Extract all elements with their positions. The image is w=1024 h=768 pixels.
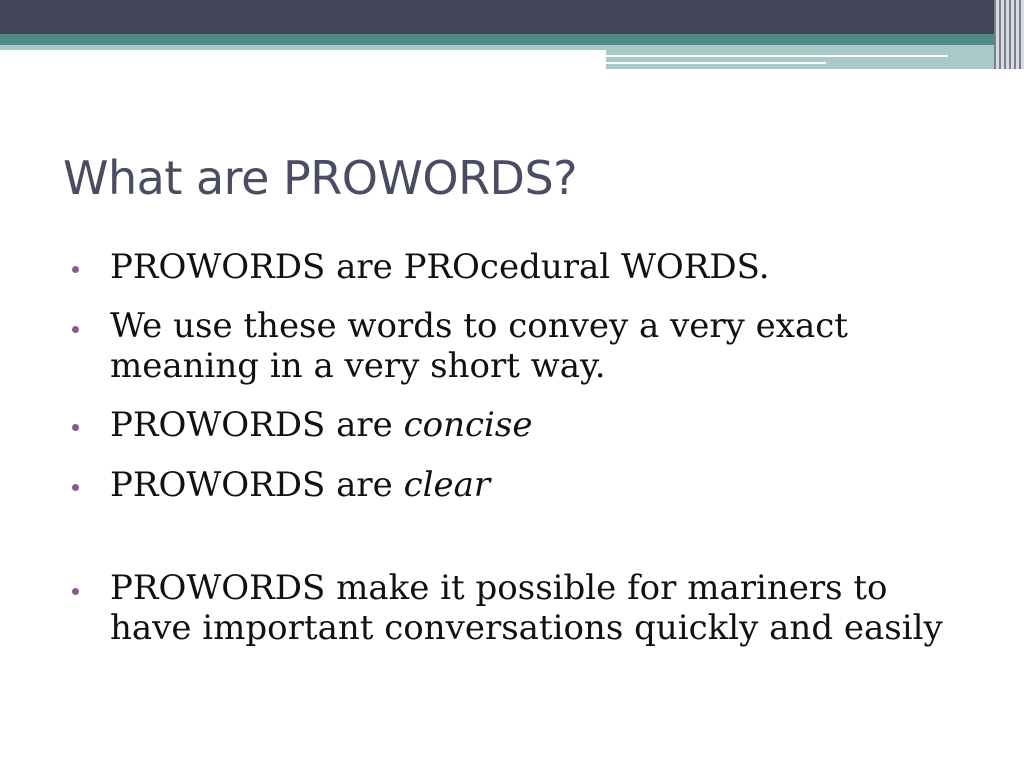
bullet-dot-icon (72, 568, 82, 610)
header-band-teal (0, 34, 1024, 45)
bullet-text: PROWORDS make it possible for mariners to have important conversations quickly and easily (110, 568, 943, 648)
bullet-dot-icon (72, 306, 82, 348)
bullet-text-prefix: PROWORDS are (110, 465, 404, 505)
bullet-item (72, 464, 972, 506)
header-edge-stripes (994, 0, 1024, 69)
header-accent-block (606, 50, 1024, 69)
bullet-dot-icon (72, 464, 82, 506)
bullet-text: We use these words to convey a very exact meaning in a very short way. (110, 306, 848, 386)
bullet-text-emphasis: clear (403, 465, 491, 505)
header-accent-line (606, 62, 826, 64)
bullet-dot-icon (72, 404, 82, 446)
bullet-list (72, 246, 972, 666)
slide-title: What are PROWORDS? (63, 151, 578, 205)
bullet-item (72, 246, 972, 288)
bullet-text-emphasis: concise (403, 405, 533, 445)
bullet-item (72, 306, 972, 386)
bullet-dot-icon (72, 246, 82, 288)
bullet-item (72, 568, 972, 648)
bullet-text: PROWORDS are PROcedural WORDS. (110, 247, 770, 287)
header-accent-line (606, 55, 948, 57)
bullet-text-prefix: PROWORDS are (110, 405, 404, 445)
header-band-dark (0, 0, 1024, 34)
bullet-item (72, 404, 972, 446)
